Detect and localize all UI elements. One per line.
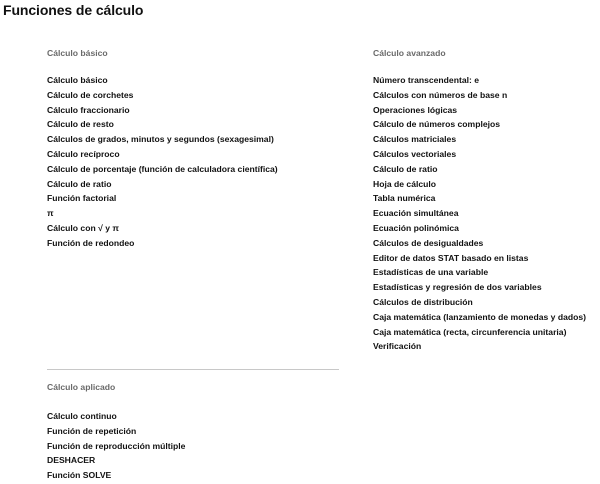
- section-advanced-calculation: [373, 48, 586, 354]
- advanced-feature-list: [373, 73, 586, 354]
- list-item: Cálculos de desigualdades: [373, 237, 484, 248]
- list-item: Cálculo fraccionario: [47, 104, 130, 115]
- section-heading-basic: Cálculo básico: [47, 48, 108, 58]
- list-item: Cálculo con √ y π: [47, 222, 119, 233]
- list-item: Cálculo de resto: [47, 119, 114, 130]
- list-item: Cálculo de porcentaje (función de calculadora científica): [47, 163, 278, 174]
- page-title: Funciones de cálculo: [3, 2, 144, 18]
- list-item: Cálculo de corchetes: [47, 89, 134, 100]
- list-item: Cálculos de distribución: [373, 296, 473, 307]
- list-item: Cálculo de ratio: [47, 178, 112, 189]
- list-item: Caja matemática (recta, circunferencia unitaria): [373, 326, 567, 337]
- basic-feature-list: [47, 73, 278, 251]
- list-item: Cálculos matriciales: [373, 134, 457, 145]
- list-item: Cálculo básico: [47, 75, 108, 85]
- list-item: Verificación: [373, 341, 422, 352]
- list-item: Función de repetición: [47, 425, 137, 436]
- list-item: Operaciones lógicas: [373, 104, 458, 115]
- list-item: Estadísticas y regresión de dos variables: [373, 282, 542, 293]
- list-item: Ecuación polinómica: [373, 222, 459, 233]
- list-item: Cálculo recíproco: [47, 148, 120, 159]
- list-item: Hoja de cálculo: [373, 178, 437, 189]
- list-item: Cálculos con números de base n: [373, 89, 508, 100]
- section-basic-calculation: [47, 48, 278, 251]
- section-applied-calculation: [47, 382, 185, 483]
- list-item: Caja matemática (lanzamiento de monedas y dados): [373, 311, 586, 322]
- list-item: Cálculo continuo: [47, 411, 117, 421]
- list-item: Función de redondeo: [47, 237, 135, 248]
- list-item: Función factorial: [47, 193, 117, 204]
- list-item: Tabla numérica: [373, 193, 436, 204]
- list-item: Número transcendental: e: [373, 75, 480, 85]
- list-item: Función SOLVE: [47, 470, 112, 481]
- section-heading-advanced: Cálculo avanzado: [373, 48, 446, 58]
- list-item: Cálculos vectoriales: [373, 148, 457, 159]
- list-item: Estadísticas de una variable: [373, 267, 489, 278]
- section-divider: [47, 369, 339, 370]
- list-item: Cálculo de ratio: [373, 163, 438, 174]
- applied-feature-list: [47, 409, 185, 483]
- list-item: Editor de datos STAT basado en listas: [373, 252, 529, 263]
- list-item: Cálculo de números complejos: [373, 119, 501, 130]
- list-item: DESHACER: [47, 455, 96, 466]
- list-item: Cálculos de grados, minutos y segundos (sexagesimal): [47, 134, 274, 145]
- list-item: Ecuación simultánea: [373, 208, 459, 219]
- list-item: π: [47, 208, 54, 219]
- list-item: Función de reproducción múltiple: [47, 440, 186, 451]
- section-heading-applied: Cálculo aplicado: [47, 382, 116, 392]
